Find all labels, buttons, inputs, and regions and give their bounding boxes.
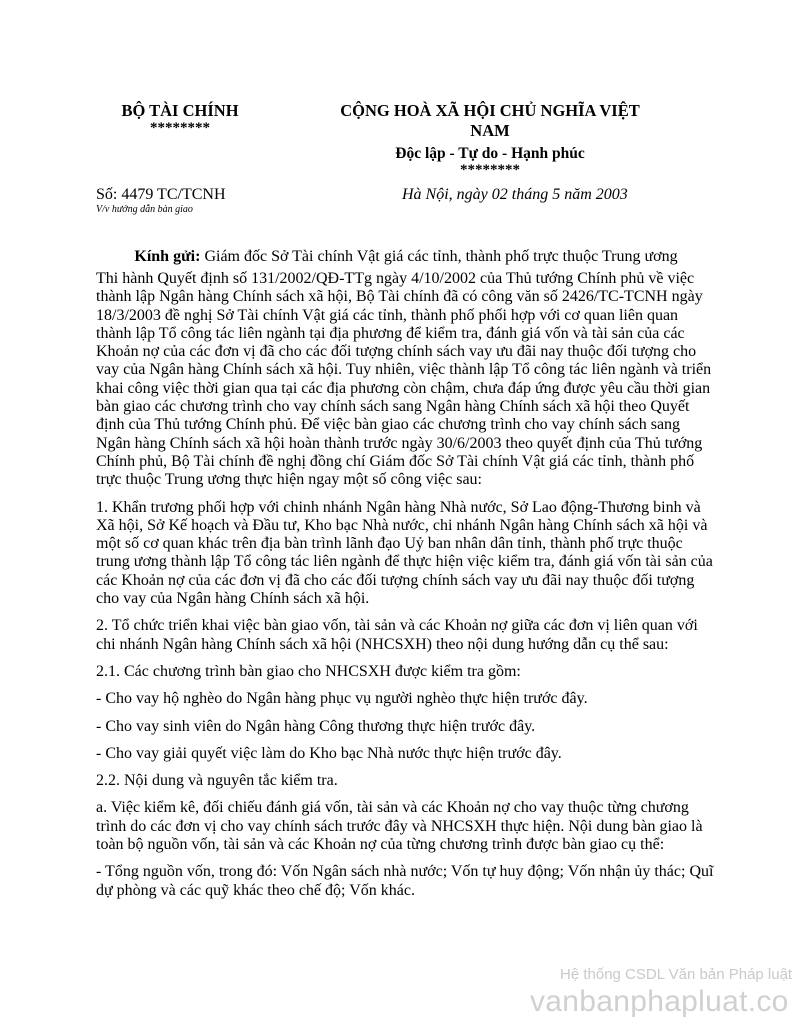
ministry-stars: ******** <box>150 120 210 136</box>
paragraph-item-2-1: 2.1. Các chương trình bàn giao cho NHCSXH được kiểm tra gồm: <box>96 662 521 680</box>
document-number: Số: 4479 TC/TCNH <box>96 186 226 203</box>
ministry-header <box>100 101 260 135</box>
recipient-line <box>96 247 716 267</box>
paragraph-item-a: a. Việc kiểm kê, đối chiếu đánh giá vốn, tài sản và các Khoản nợ cho vay thuộc từng chương trình do các đơn vị cho vay chính sách trước đây và NHCSXH thực hiện. Nội dung bàn giao là toàn bộ nguồn vốn, tài sản và các Khoản nợ của từng chương trình được bàn giao cụ thể: <box>96 799 703 854</box>
document-body <box>96 270 714 909</box>
ministry-name: BỘ TÀI CHÍNH <box>121 101 239 120</box>
motto: Độc lập - Tự do - Hạnh phúc <box>395 145 585 162</box>
list-item: - Tổng nguồn vốn, trong đó: Vốn Ngân sách nhà nước; Vốn tự huy động; Vốn nhận ủy thác; Quĩ dự phòng và các quỹ khác theo chế độ; Vốn khác. <box>96 863 714 899</box>
list-item: - Cho vay sinh viên do Ngân hàng Công thương thực hiện trước đây. <box>96 717 536 735</box>
recipient-text: Giám đốc Sở Tài chính Vật giá các tỉnh, thành phố trực thuộc Trung ương <box>200 248 678 265</box>
watermark-site: vanbanphapluat.co <box>530 985 789 1018</box>
recipient-label: Kính gửi: <box>134 248 201 265</box>
document-date: Hà Nội, ngày 02 tháng 5 năm 2003 <box>402 186 628 203</box>
list-item: - Cho vay hộ nghèo do Ngân hàng phục vụ người nghèo thực hiện trước đây. <box>96 690 588 708</box>
watermark-caption: Hệ thống CSDL Văn bản Pháp luật <box>560 966 793 983</box>
nation-name: CỘNG HOÀ XÃ HỘI CHỦ NGHĨA VIỆT NAM <box>340 101 640 140</box>
paragraph-item-2-2: 2.2. Nội dung và nguyên tắc kiểm tra. <box>96 772 338 790</box>
nation-header <box>290 101 690 177</box>
paragraph-item-1: 1. Khẩn trương phối hợp với chinh nhánh Ngân hàng Nhà nước, Sở Lao động-Thương binh và Xã hội, Sở Kế hoạch và Đầu tư, Kho bạc Nhà nước, chi nhánh Ngân hàng Chính sách xã hội và một số cơ quan khác trên địa bàn trình lãnh đạo Uỷ ban nhân dân tỉnh, thành phố trực thuộc trung ương thành lập Tổ công tác liên ngành để thực hiện việc kiểm tra, đánh giá vốn tài sản của các Khoản nợ của các đơn vị đã cho các đối tượng chính sách vay ưu đãi nay thuộc đối tượng cho vay của Ngân hàng Chính sách xã hội. <box>96 498 713 608</box>
motto-stars: ******** <box>460 162 520 178</box>
list-item: - Cho vay giải quyết việc làm do Kho bạc Nhà nước thực hiện trước đây. <box>96 744 562 762</box>
paragraph-item-2: 2. Tổ chức triển khai việc bàn giao vốn, tài sản và các Khoản nợ giữa các đơn vị liên quan với chi nhánh Ngân hàng Chính sách xã hội (NHCSXH) theo nội dung hướng dẫn cụ thể sau: <box>96 617 698 653</box>
paragraph-intro: Thi hành Quyết định số 131/2002/QĐ-TTg ngày 4/10/2002 của Thủ tướng Chính phủ về việc thành lập Ngân hàng Chính sách xã hội, Bộ Tài chính đã có công văn số 2426/TC-TCNH ngày 18/3/2003 đề nghị Sở Tài chính Vật giá các tỉnh, thành phố phối hợp với cơ quan liên quan thành lập Tổ công tác liên ngành tại địa phương để kiểm tra, đánh giá vốn và tài sản của các Khoản nợ của các đơn vị đã cho các đối tượng chính sách vay ưu đãi nay thuộc đối tượng cho vay của Ngân hàng Chính sách xã hội. Tuy nhiên, việc thành lập Tổ công tác liên ngành và triển khai công việc thời gian qua tại các địa phương còn chậm, chưa đáp ứng được yêu cầu thời gian bàn giao các chương trình cho vay chính sách sang Ngân hàng Chính sách xã hội theo Quyết định của Thủ tướng Chính phủ. Để việc bàn giao các chương trình cho vay chính sách sang Ngân hàng Chính sách xã hội hoàn thành trước ngày 30/6/2003 theo quyết định của Thủ tướng Chính phủ, Bộ Tài chính đề nghị đồng chí Giám đốc Sở Tài chính Vật giá các tỉnh, thành phố trực thuộc Trung ương thực hiện ngay một số công việc sau: <box>96 270 712 489</box>
document-subject: V/v hướng dẫn bàn giao <box>96 204 193 215</box>
